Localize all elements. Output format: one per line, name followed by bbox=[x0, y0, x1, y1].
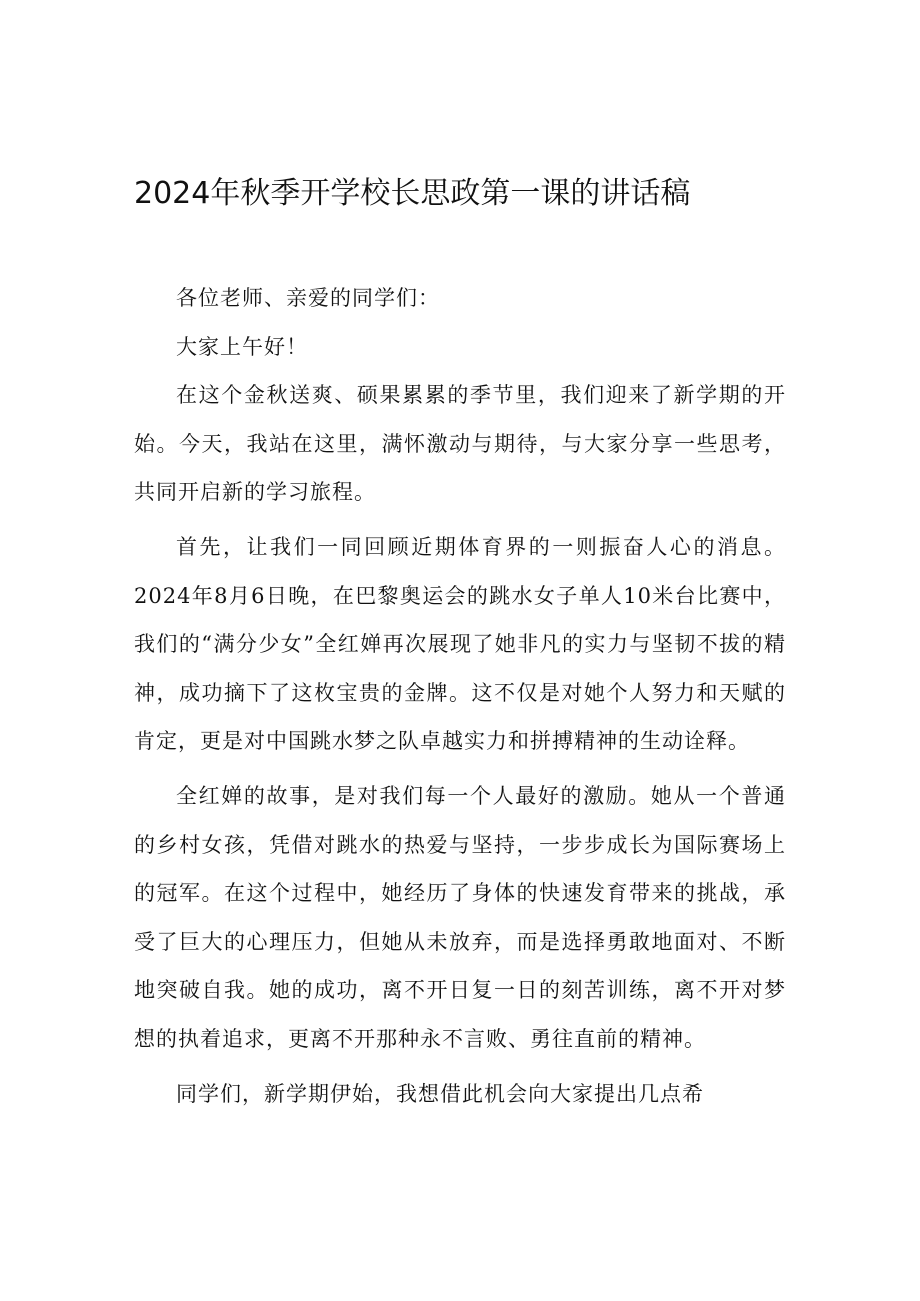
salutation-paragraph: 各位老师、亲爱的同学们： bbox=[176, 286, 440, 310]
greeting-paragraph: 大家上午好！ bbox=[176, 334, 308, 359]
document-title: 2024年秋季开学校长思政第一课的讲话稿 bbox=[134, 176, 691, 211]
news-paragraph: 首先，让我们一同回顾近期体育界的一则振奋人心的消息。2024年8月6日晚，在巴黎奥运会的跳水女子单人10米台比赛中，我们的“满分少女”全红婵再次展现了她非凡的实力与坚韧不拔的精神，成功摘下了这枚宝贵的金牌。这不仅是对她个人努力和天赋的肯定，更是对中国跳水梦之队卓越实力和拼搏精神的生动诠释。 bbox=[134, 534, 786, 754]
expectations-paragraph: 同学们，新学期伊始，我想借此机会向大家提出几点希 bbox=[176, 1081, 704, 1106]
inspiration-paragraph: 全红婵的故事，是对我们每一个人最好的激励。她从一个普通的乡村女孩，凭借对跳水的热爱与坚持，一步步成长为国际赛场上的冠军。在这个过程中，她经历了身体的快速发育带来的挑战，承受了巨大的心理压力，但她从未放弃，而是选择勇敢地面对、不断地突破自我。她的成功，离不开日复一日的刻苦训练，离不开对梦想的执着追求，更离不开那种永不言败、勇往直前的精神。 bbox=[134, 783, 786, 1051]
speech-body bbox=[134, 274, 786, 1124]
opening-paragraph: 在这个金秋送爽、硕果累累的季节里，我们迎来了新学期的开始。今天，我站在这里，满怀激动与期待，与大家分享一些思考，共同开启新的学习旅程。 bbox=[134, 383, 786, 505]
